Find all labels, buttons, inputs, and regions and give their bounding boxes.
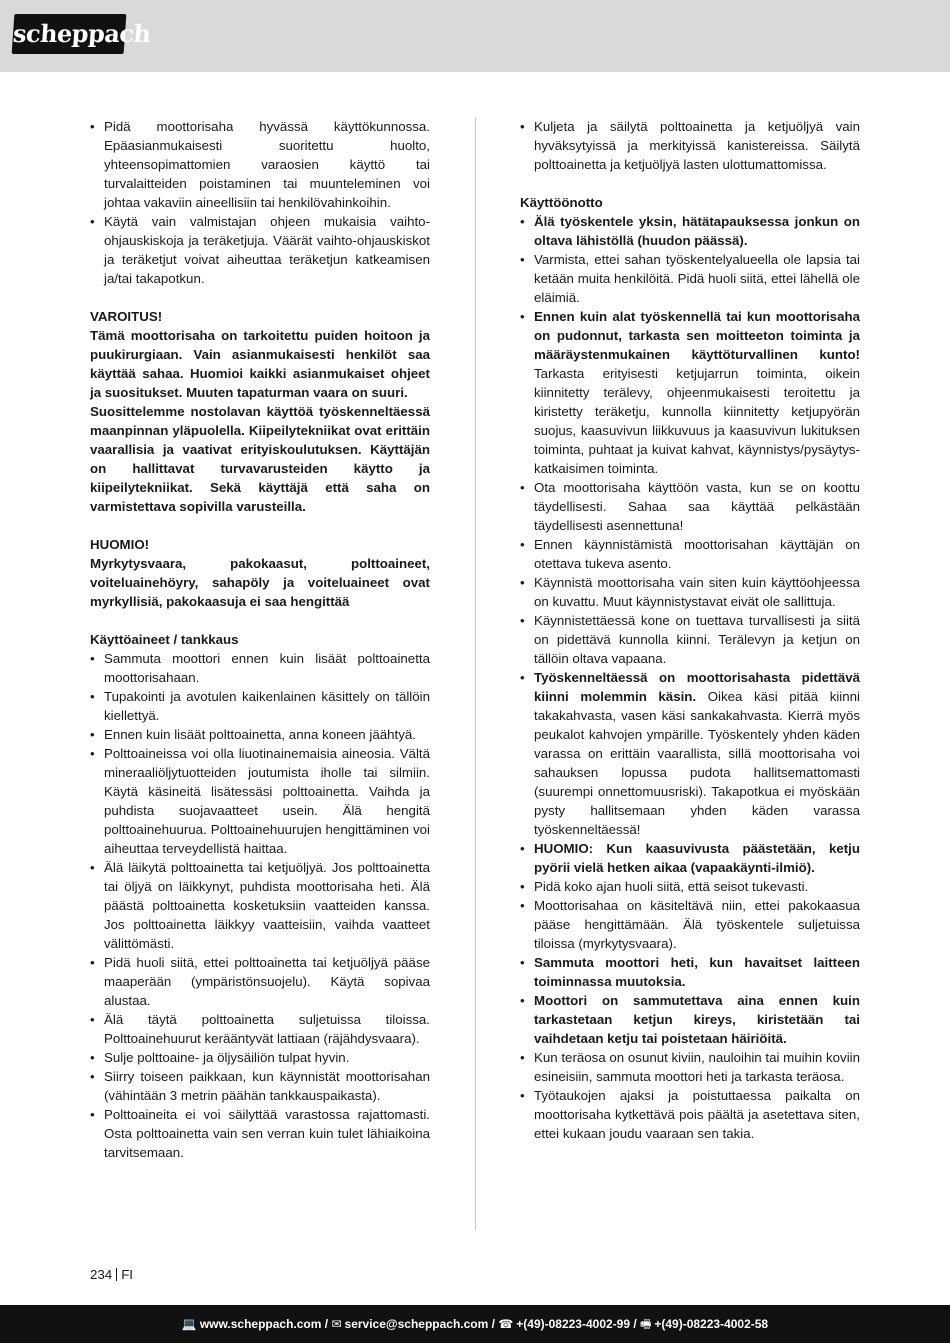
list-item-text: Tupakointi ja avotulen kaikenlainen käsittely on tällöin kiellettyä. <box>104 689 430 723</box>
list-item-text: Polttoaineissa voi olla liuotinainemaisia aineosia. Vältä mineraaliöljytuotteiden joutumista iholle tai silmiin. Käytä käsineitä lisätessäsi polttoainetta. Vaihda ja puhdista suojavaatteet usein. Älä hengitä polttoainehuurua. Polttoainehuurujen hengittäminen voi aiheuttaa terveydellistä haittaa. <box>104 746 430 856</box>
list-item <box>520 877 860 896</box>
list-item <box>520 250 860 307</box>
list-item-bold-text: Älä työskentele yksin, hätätapauksessa jonkun on oltava lähistöllä (huudon päässä). <box>534 214 860 248</box>
spacer <box>90 288 430 307</box>
list-item <box>90 1067 430 1105</box>
list-item <box>520 573 860 611</box>
list-item <box>520 307 860 478</box>
footer-fax: +(49)-08223-4002-58 <box>654 1317 769 1331</box>
list-item-text: Pidä koko ajan huoli siitä, että seisot tukevasti. <box>534 879 809 894</box>
list-item <box>90 744 430 858</box>
page-number <box>90 1265 133 1284</box>
list-item <box>520 953 860 991</box>
list-item-text: Pidä moottorisaha hyvässä käyttökunnossa. Epäasianmukaisesti suoritettu huolto, yhteensopimattomien varaosien käyttö tai turvalaitteiden poistaminen tai muunteleminen voi johtaa vakaviin aineellisiin tai henkilövahinkoihin. <box>104 119 430 210</box>
scheppach-logo: scheppach <box>12 14 127 54</box>
list-item <box>520 1086 860 1143</box>
list-item-bold-text: Moottori on sammutettava aina ennen kuin tarkastetaan ketjun kireys, kiristetään tai vaihdetaan ketju tai poistetaan häiriöitä. <box>534 993 860 1046</box>
list-item <box>520 1048 860 1086</box>
computer-icon: 💻 <box>181 1317 197 1331</box>
footer-separator: / <box>630 1317 641 1331</box>
list-item-text: Polttoaineita ei voi säilyttää varastossa rajattomasti. Osta polttoainetta vain sen verran kuin tulet lähiaikoina tarvitsemaan. <box>104 1107 430 1160</box>
list-item <box>90 649 430 687</box>
list-item-text: Sulje polttoaine- ja öljysäiliön tulpat hyvin. <box>104 1050 350 1065</box>
list-item-text: Tarkasta erityisesti ketjujarrun toiminta, oikein kiinnitetty terälevy, ohjeenmukaisesti teroitettu ja kiristetty teräketju, kunnolla kiinnitetty ketjupyörän suojus, kaasuvivun liikkuvuus ja kaasuvivun lukituksen toiminta, puhtaat ja kuivat kahvat, käynnistys/pysäytys-katkaisimen toiminta. <box>534 366 860 476</box>
list-item <box>520 611 860 668</box>
list-item <box>90 1105 430 1162</box>
list-item <box>520 668 860 839</box>
phone-icon: ☎ <box>498 1317 514 1331</box>
list-item-text: Pidä huoli siitä, ettei polttoainetta tai ketjuöljyä pääse maaperään (ympäristönsuojelu). Käytä sopivaa alustaa. <box>104 955 430 1008</box>
list-item-text: Ennen käynnistämistä moottorisahan käyttäjän on otettava tukeva asento. <box>534 537 860 571</box>
list-item-text: Moottorisahaa on käsiteltävä niin, ettei pakokaasua pääse hengittämään. Älä työskentele suljetuissa tiloissa (myrkytysvaara). <box>534 898 860 951</box>
list-item <box>90 1048 430 1067</box>
list-item <box>90 725 430 744</box>
column-divider <box>475 117 476 1230</box>
list-item <box>90 858 430 953</box>
spacer <box>520 174 860 193</box>
warning-paragraph: Myrkytysvaara, pakokaasut, polttoaineet, voiteluainehöyry, sahapöly ja voiteluaineet ovat myrkyllisiä, pakokaasuja ei saa hengittää <box>90 556 430 609</box>
list-item <box>90 117 430 212</box>
bullet-list <box>520 117 860 174</box>
footer-website[interactable]: www.scheppach.com <box>199 1317 322 1331</box>
list-item-text: Ota moottorisaha käyttöön vasta, kun se on koottu täydellisesti. Sahaa saa käyttää pelkästään täydellisesti asennettuna! <box>534 480 860 533</box>
list-item-text: Sammuta moottori ennen kuin lisäät polttoainetta moottorisahaan. <box>104 651 430 685</box>
list-item <box>520 839 860 877</box>
list-item <box>520 991 860 1048</box>
list-item <box>90 212 430 288</box>
list-item-text: Siirry toiseen paikkaan, kun käynnistät moottorisahan (vähintään 3 metrin päähän tankkauspaikasta). <box>104 1069 430 1103</box>
page-language: FI <box>121 1267 134 1282</box>
list-item-text: Kuljeta ja säilytä polttoainetta ja ketjuöljyä vain hyväksytyissä ja merkityissä kanistereissa. Säilytä polttoainetta ja ketjuöljyä lasten ulottumattomissa. <box>534 119 860 172</box>
left-column <box>90 117 430 1162</box>
list-item-text: Älä täytä polttoainetta suljetuissa tiloissa. Polttoainehuurut kerääntyvät lattiaan (räjähdysvaara). <box>104 1012 430 1046</box>
list-item-bold-text: HUOMIO: Kun kaasuvivusta päästetään, ketju pyörii vielä hetken aikaa (vapaakäynti-ilmiö). <box>534 841 860 875</box>
list-item <box>90 953 430 1010</box>
list-item-text: Käytä vain valmistajan ohjeen mukaisia vaihto-ohjauskiskoja ja teräketjuja. Väärät vaihto-ohjauskiskot ja teräketjut voivat aiheuttaa teräketjun katkeamisen ja/tai takapotkun. <box>104 214 430 286</box>
section-heading: VAROITUS! <box>90 309 163 324</box>
bullet-list <box>90 649 430 1162</box>
footer-separator: / <box>488 1317 499 1331</box>
spacer <box>90 611 430 630</box>
list-item <box>520 212 860 250</box>
bullet-list <box>90 117 430 288</box>
list-item-text: Älä läikytä polttoainetta tai ketjuöljyä. Jos polttoainetta tai öljyä on läikkynyt, puhdista moottorisaha heti. Älä päästä polttoainetta kosketuksiin vaatteiden kanssa. Jos polttoainetta läikkyy vaatteisiin, vaihda vaatteet välittömästi. <box>104 860 430 951</box>
list-item-bold-text: Työskenneltäessä on moottorisahasta pidettävä kiinni molemmin käsin. <box>534 670 860 704</box>
list-item <box>90 687 430 725</box>
page-header <box>0 0 950 72</box>
list-item <box>90 1010 430 1048</box>
list-item <box>520 896 860 953</box>
footer-separator: / <box>321 1317 332 1331</box>
fax-icon: 🖷 <box>640 1317 652 1331</box>
section-heading: HUOMIO! <box>90 537 150 552</box>
mail-icon: ✉ <box>331 1317 342 1331</box>
spacer <box>90 516 430 535</box>
warning-paragraph: Tämä moottorisaha on tarkoitettu puiden hoitoon ja puukirurgiaan. Vain asianmukaisesti henkilöt saa käyttää sahaa. Huomioi kaikki asianmukaiset ohjeet ja suositukset. Muuten tapaturman vaara on suuri. <box>90 328 430 400</box>
list-item-bold-text: Sammuta moottori heti, kun havaitset laitteen toiminnassa muutoksia. <box>534 955 860 989</box>
list-item-text: Varmista, ettei sahan työskentelyalueella ole lapsia tai ketään muita henkilöitä. Pidä huoli siitä, ettei lähellä ole eläimiä. <box>534 252 860 305</box>
page-number-separator <box>116 1268 117 1281</box>
list-item-text: Työtaukojen ajaksi ja poistuttaessa paikalta on moottorisaha kytkettävä pois päältä ja asetettava siten, ettei kukaan joudu vaaraan sen takia. <box>534 1088 860 1141</box>
list-item <box>520 535 860 573</box>
list-item <box>520 117 860 174</box>
list-item-bold-text: Ennen kuin alat työskennellä tai kun moottorisaha on pudonnut, tarkasta sen moitteeton toiminta ja määräystenmukainen käyttöturvallinen kunto! <box>534 309 860 362</box>
list-item-text: Ennen kuin lisäät polttoainetta, anna koneen jäähtyä. <box>104 727 416 742</box>
footer-email[interactable]: service@scheppach.com <box>344 1317 489 1331</box>
list-item-text: Käynnistä moottorisaha vain siten kuin käyttöohjeessa on kuvattu. Muut käynnistystavat eivät ole sallittuja. <box>534 575 860 609</box>
right-column <box>520 117 860 1143</box>
list-item-text: Kun teräosa on osunut kiviin, nauloihin tai muihin koviin esineisiin, sammuta moottori heti ja tarkasta teräosa. <box>534 1050 860 1084</box>
section-heading: Käyttöaineet / tankkaus <box>90 632 239 647</box>
section-heading: Käyttöönotto <box>520 195 603 210</box>
bullet-list <box>520 212 860 1143</box>
list-item <box>520 478 860 535</box>
page-number-value: 234 <box>90 1267 113 1282</box>
warning-paragraph: Suosittelemme nostolavan käyttöä työskenneltäessä maanpinnan yläpuolella. Kiipeilytekniikat ovat erittäin vaarallisia ja vaativat erityiskoulutuksen. Käyttäjän on hallittavat turvavarusteiden käytto ja kiipeilytekniikat. Sekä käyttäjä että saha on varmistettava sopivilla varusteilla. <box>90 404 430 514</box>
list-item-text: Oikea käsi pitää kiinni takakahvasta, vasen käsi sankakahvasta. Kierrä myös peukalot kahvojen ympärille. Työskentely yhden käden varassa on erittäin vaarallista, sillä moottorisaha voi sahauksen lopussa pudota hallitsemattomasti (suurempi onnettomuusriski). Takapotkua ei myöskään pysty hallitsemaan yhden käden varassa työskenneltäessä! <box>534 689 860 837</box>
list-item-text: Käynnistettäessä kone on tuettava turvallisesti ja siitä on pidettävä kunnolla kiinni. Terälevyn ja ketjun on tällöin oltava vapaana. <box>534 613 860 666</box>
page-footer <box>0 1305 950 1343</box>
footer-phone: +(49)-08223-4002-99 <box>516 1317 631 1331</box>
